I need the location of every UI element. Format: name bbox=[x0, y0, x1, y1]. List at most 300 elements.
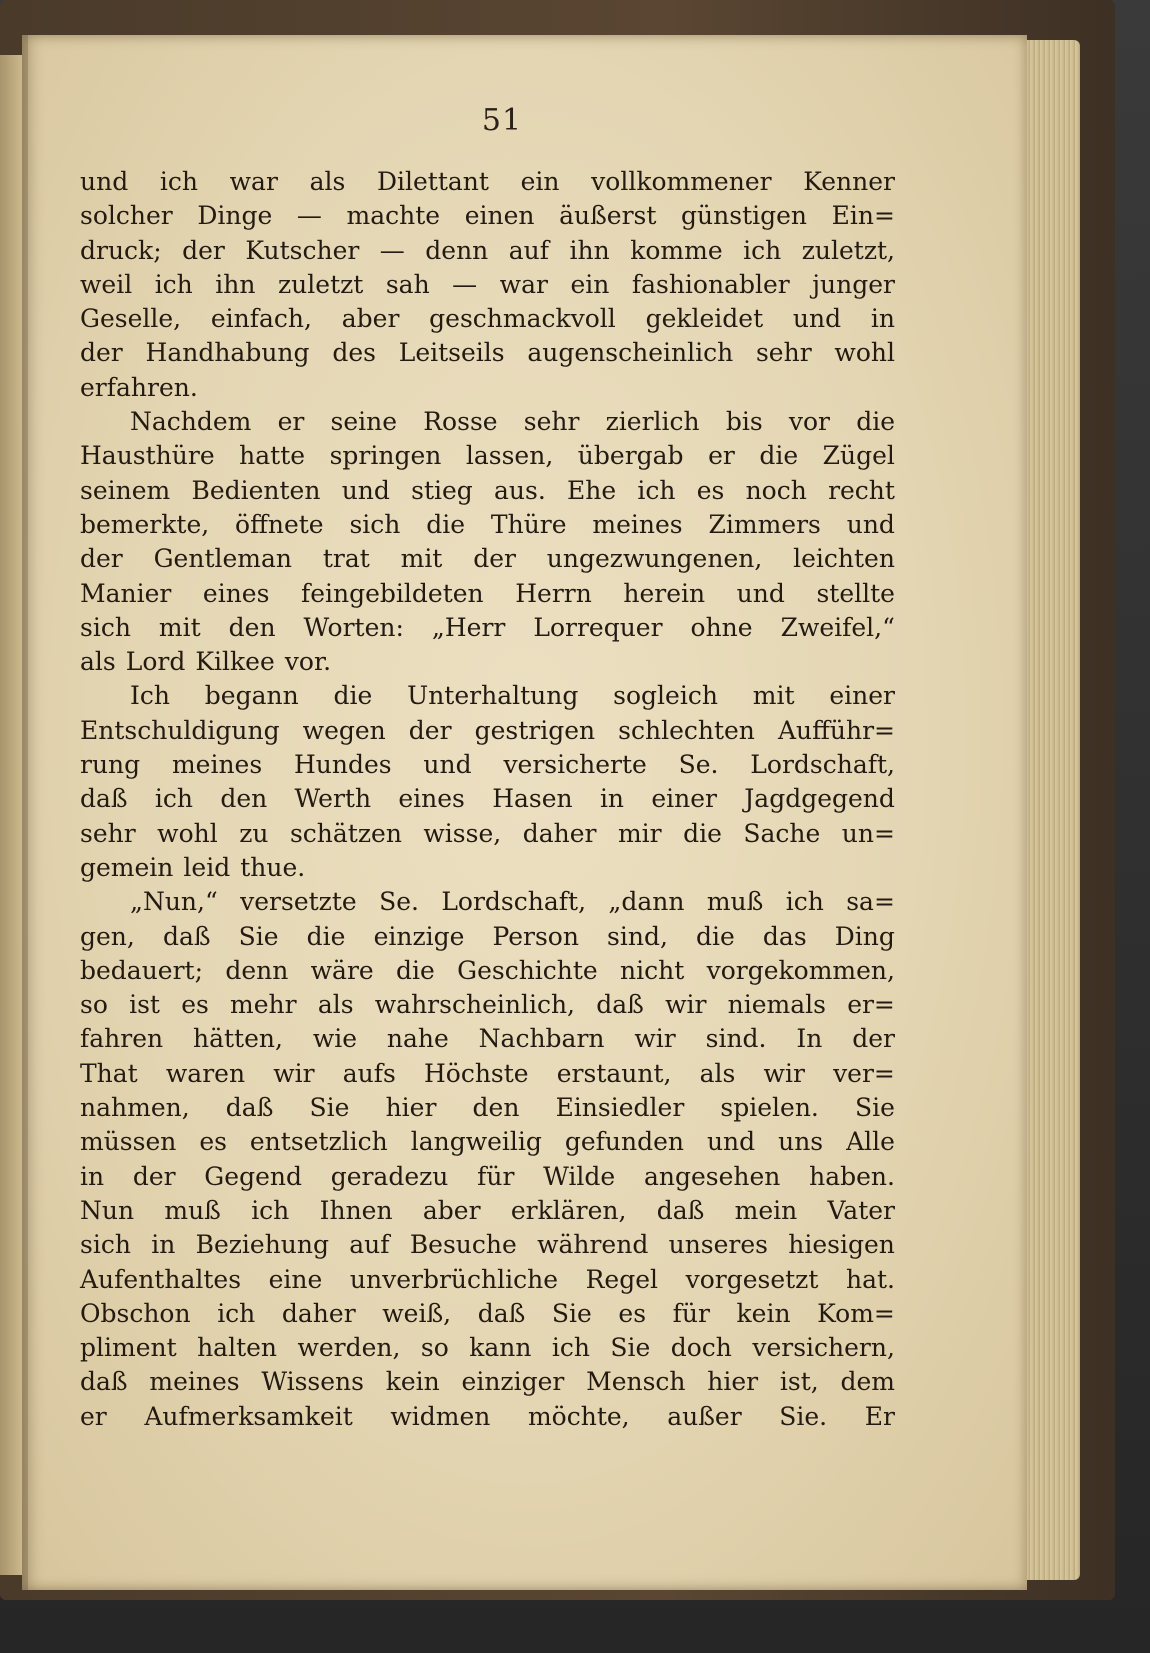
word: war bbox=[229, 167, 278, 196]
word: Hasen bbox=[492, 784, 573, 814]
text-line bbox=[80, 371, 895, 405]
word: der bbox=[852, 1024, 895, 1054]
word: Nun bbox=[80, 1195, 135, 1225]
word: ich bbox=[743, 235, 782, 265]
word: angesehen bbox=[643, 1161, 781, 1191]
word: Jagdgegend bbox=[744, 784, 895, 814]
word: aufs bbox=[342, 1058, 396, 1088]
word: in bbox=[599, 784, 625, 814]
word: seinem bbox=[80, 475, 171, 505]
word: Ding bbox=[834, 921, 895, 951]
word: versicherte bbox=[503, 750, 647, 780]
word: wahrscheinlich, bbox=[374, 990, 576, 1020]
word: die bbox=[683, 818, 722, 848]
word: er bbox=[80, 1401, 107, 1431]
text-line bbox=[80, 679, 895, 713]
word: Geschichte bbox=[457, 955, 598, 985]
word: mit bbox=[752, 681, 795, 711]
word: das bbox=[762, 921, 807, 951]
word: bemerkte, bbox=[80, 509, 210, 539]
word: rung bbox=[80, 750, 141, 780]
word: schätzen bbox=[289, 818, 402, 848]
book-page bbox=[22, 35, 1027, 1590]
word: hat. bbox=[845, 1264, 895, 1294]
word: er= bbox=[847, 990, 895, 1020]
word: wir bbox=[763, 1058, 805, 1088]
word: begann bbox=[204, 681, 299, 711]
word: geradezu bbox=[330, 1161, 449, 1191]
word: Gentleman bbox=[153, 544, 292, 574]
word: des bbox=[332, 338, 376, 368]
word: ver= bbox=[833, 1058, 895, 1088]
word: mir bbox=[617, 818, 662, 848]
word: herein bbox=[623, 578, 706, 608]
word: druck; bbox=[80, 235, 162, 265]
word: der bbox=[473, 544, 516, 574]
word: daher bbox=[281, 1298, 356, 1328]
text-line bbox=[80, 542, 895, 576]
word: dem bbox=[840, 1367, 895, 1397]
word: als bbox=[309, 167, 346, 196]
text-line bbox=[80, 1228, 895, 1262]
word: außer bbox=[667, 1401, 742, 1431]
text-line bbox=[80, 405, 895, 439]
word: Zweifel,“ bbox=[780, 612, 895, 642]
word: versichern, bbox=[752, 1333, 895, 1363]
word: einer bbox=[651, 784, 717, 814]
word: wir bbox=[634, 1024, 676, 1054]
word: Aufmerksamkeit bbox=[144, 1401, 353, 1431]
word: Ein= bbox=[831, 201, 895, 231]
previous-page-edge bbox=[0, 55, 22, 1575]
word: nahe bbox=[386, 1024, 449, 1054]
word: den bbox=[220, 784, 268, 814]
word: wohl bbox=[834, 338, 895, 368]
word: haben. bbox=[809, 1161, 895, 1191]
word: so bbox=[80, 990, 108, 1020]
word: Lordschaft, bbox=[750, 750, 895, 780]
word: Ehe bbox=[567, 475, 617, 505]
word: die bbox=[396, 955, 435, 985]
word: sich bbox=[349, 509, 401, 539]
word: Besuche bbox=[409, 1230, 517, 1260]
word: „Herr bbox=[431, 612, 506, 642]
word: machte bbox=[346, 201, 441, 231]
word: ich bbox=[154, 784, 194, 814]
word: Handhabung bbox=[145, 338, 310, 368]
word: gefunden bbox=[564, 1127, 684, 1157]
word: That bbox=[80, 1058, 138, 1088]
word: mehr bbox=[230, 990, 297, 1020]
word: hier bbox=[385, 1093, 437, 1123]
text-line bbox=[80, 1331, 895, 1365]
word: leid bbox=[183, 852, 231, 882]
word: einen bbox=[464, 201, 535, 231]
word: sehr bbox=[80, 818, 136, 848]
text-line bbox=[80, 611, 895, 645]
word: so bbox=[420, 1333, 449, 1363]
word: Aufenthaltes bbox=[80, 1264, 242, 1294]
word: Gegend bbox=[204, 1161, 302, 1191]
word: hätten, bbox=[192, 1024, 283, 1054]
text-line bbox=[80, 1057, 895, 1091]
word: wie bbox=[312, 1024, 358, 1054]
word: und bbox=[341, 475, 390, 505]
word: geschmackvoll bbox=[429, 304, 616, 334]
word: unverbrüchliche bbox=[349, 1264, 558, 1294]
word: Aufführ= bbox=[777, 715, 895, 745]
word: auf bbox=[349, 1230, 390, 1260]
word: hiesigen bbox=[788, 1230, 895, 1260]
word: leichten bbox=[793, 544, 895, 574]
page-body-text bbox=[80, 165, 895, 1434]
word: war bbox=[499, 269, 548, 299]
text-line bbox=[80, 234, 895, 268]
word: springen bbox=[329, 441, 442, 471]
word: der bbox=[132, 1161, 176, 1191]
word: und bbox=[706, 1127, 756, 1157]
word: fashionabler bbox=[631, 269, 790, 299]
word: widmen bbox=[390, 1401, 491, 1431]
word: spielen. bbox=[720, 1093, 819, 1123]
word: doch bbox=[670, 1333, 732, 1363]
word: Mensch bbox=[586, 1367, 686, 1397]
word: Ihnen bbox=[319, 1195, 393, 1225]
word: Zimmers bbox=[708, 509, 821, 539]
word: einzige bbox=[373, 921, 465, 951]
word: Dinge bbox=[197, 201, 273, 231]
word: Kom= bbox=[817, 1298, 895, 1328]
word: in bbox=[80, 1161, 105, 1191]
word: ich bbox=[251, 1195, 290, 1225]
word: übergab bbox=[577, 441, 684, 471]
text-line bbox=[80, 199, 895, 233]
word: es bbox=[696, 475, 725, 505]
word: vor. bbox=[284, 647, 332, 677]
text-line bbox=[80, 817, 895, 851]
word: Kutscher bbox=[245, 235, 360, 265]
word: thue. bbox=[240, 852, 306, 882]
word: der bbox=[80, 544, 123, 574]
word: Sie bbox=[855, 1093, 895, 1123]
word: hier bbox=[707, 1367, 759, 1397]
word: zuletzt, bbox=[801, 235, 895, 265]
text-line bbox=[80, 1297, 895, 1331]
word: zu bbox=[239, 818, 269, 848]
word: weil bbox=[80, 269, 133, 299]
word: Se. bbox=[678, 750, 719, 780]
word: ungezwungenen, bbox=[546, 544, 763, 574]
word: mit bbox=[400, 544, 443, 574]
word: „Nun,“ bbox=[130, 887, 218, 917]
word: langweilig bbox=[410, 1127, 542, 1157]
word: daß bbox=[596, 990, 644, 1020]
word: kein bbox=[385, 1367, 440, 1397]
word: kann bbox=[469, 1333, 532, 1363]
word: einziger bbox=[461, 1367, 565, 1397]
word: mein bbox=[734, 1195, 798, 1225]
word: die bbox=[426, 509, 466, 539]
word: öffnete bbox=[235, 509, 324, 539]
word: gen, bbox=[80, 921, 135, 951]
word: Geselle, bbox=[80, 304, 182, 334]
word: der bbox=[182, 235, 225, 265]
text-line bbox=[80, 714, 895, 748]
word: bedauert; bbox=[80, 955, 204, 985]
text-line bbox=[80, 988, 895, 1022]
word: Lorrequer bbox=[533, 612, 663, 642]
word: die bbox=[306, 921, 346, 951]
word: Sie bbox=[309, 1093, 350, 1123]
word: sind, bbox=[607, 921, 668, 951]
word: die bbox=[696, 921, 735, 951]
word: daß bbox=[80, 1367, 128, 1397]
word: muß bbox=[164, 1195, 221, 1225]
word: fahren bbox=[80, 1024, 164, 1054]
word: muß bbox=[706, 887, 764, 917]
text-line bbox=[80, 748, 895, 782]
text-line bbox=[80, 1091, 895, 1125]
word: Ich bbox=[130, 681, 170, 711]
word: „dann bbox=[608, 887, 685, 917]
word: sehr bbox=[755, 338, 812, 368]
word: un= bbox=[841, 818, 895, 848]
word: pliment bbox=[80, 1333, 177, 1363]
word: denn bbox=[425, 235, 489, 265]
word: sogleich bbox=[613, 681, 718, 711]
word: kein bbox=[736, 1298, 791, 1328]
word: daher bbox=[522, 818, 597, 848]
word: aber bbox=[341, 304, 400, 334]
word: sich bbox=[80, 612, 131, 642]
word: Sache bbox=[743, 818, 821, 848]
word: feingebildeten bbox=[300, 578, 484, 608]
word: Thüre bbox=[490, 509, 567, 539]
word: und bbox=[80, 167, 129, 196]
word: müssen bbox=[80, 1127, 177, 1157]
word: hatte bbox=[239, 441, 306, 471]
word: er bbox=[708, 441, 735, 471]
word: Nachdem bbox=[130, 407, 252, 437]
word: wäre bbox=[310, 955, 374, 985]
text-line bbox=[80, 1125, 895, 1159]
word: und bbox=[423, 750, 472, 780]
word: komme bbox=[630, 235, 723, 265]
word: — bbox=[452, 269, 478, 299]
word: und bbox=[736, 578, 785, 608]
word: recht bbox=[828, 475, 895, 505]
word: versetzte bbox=[240, 887, 357, 917]
word: stellte bbox=[816, 578, 895, 608]
word: Wissens bbox=[261, 1367, 364, 1397]
word: wegen bbox=[302, 715, 386, 745]
word: er bbox=[277, 407, 305, 437]
word: Lordschaft, bbox=[441, 887, 587, 917]
text-line bbox=[80, 1160, 895, 1194]
word: denn bbox=[225, 955, 289, 985]
text-line bbox=[80, 302, 895, 336]
word: ich bbox=[551, 1333, 590, 1363]
word: es bbox=[181, 990, 209, 1020]
word: Wilde bbox=[543, 1161, 616, 1191]
word: Regel bbox=[585, 1264, 658, 1294]
word: augenscheinlich bbox=[527, 338, 734, 368]
word: halten bbox=[197, 1333, 278, 1363]
word: sehr bbox=[523, 407, 580, 437]
word: Rosse bbox=[423, 407, 498, 437]
word: den bbox=[228, 612, 276, 642]
word: sich bbox=[80, 1230, 131, 1260]
word: Hundes bbox=[293, 750, 392, 780]
word: den bbox=[472, 1093, 520, 1123]
word: werden, bbox=[297, 1333, 401, 1363]
text-line bbox=[80, 1263, 895, 1297]
word: daß bbox=[225, 1093, 274, 1123]
word: während bbox=[537, 1230, 649, 1260]
word: aus. bbox=[494, 475, 546, 505]
word: vorgesetzt bbox=[685, 1264, 819, 1294]
word: Alle bbox=[846, 1127, 895, 1157]
text-line bbox=[80, 851, 895, 885]
word: Werth bbox=[294, 784, 372, 814]
word: gekleidet bbox=[645, 304, 764, 334]
word: nicht bbox=[620, 955, 685, 985]
word: nahmen, bbox=[80, 1093, 190, 1123]
word: einer bbox=[829, 681, 895, 711]
word: zierlich bbox=[605, 407, 700, 437]
text-line bbox=[80, 268, 895, 302]
word: entsetzlich bbox=[249, 1127, 388, 1157]
word: eine bbox=[268, 1264, 323, 1294]
word: unseres bbox=[668, 1230, 769, 1260]
word: daß bbox=[477, 1298, 526, 1328]
word: Obschon bbox=[80, 1298, 191, 1328]
word: lassen, bbox=[465, 441, 554, 471]
word: schlechten bbox=[618, 715, 755, 745]
word: wisse, bbox=[423, 818, 502, 848]
word: sind. bbox=[705, 1024, 767, 1054]
word: vorgekommen, bbox=[706, 955, 895, 985]
word: Bedienten bbox=[191, 475, 321, 505]
word: eines bbox=[398, 784, 465, 814]
word: ein bbox=[570, 269, 610, 299]
word: Kenner bbox=[803, 167, 895, 196]
word: möchte, bbox=[527, 1401, 630, 1431]
word: die bbox=[856, 407, 895, 437]
word: ohne bbox=[690, 612, 753, 642]
word: daß bbox=[80, 784, 128, 814]
word: eines bbox=[202, 578, 270, 608]
text-line bbox=[80, 165, 895, 199]
word: ich bbox=[637, 475, 676, 505]
text-line bbox=[80, 782, 895, 816]
word: ist, bbox=[779, 1367, 819, 1397]
word: ein bbox=[520, 167, 560, 196]
word: sah bbox=[385, 269, 430, 299]
word: erfahren. bbox=[80, 372, 198, 402]
word: sa= bbox=[846, 887, 895, 917]
text-line bbox=[80, 954, 895, 988]
word: Kilkee bbox=[195, 647, 275, 677]
word: Sie bbox=[551, 1298, 592, 1328]
word: Se. bbox=[379, 887, 419, 917]
text-line bbox=[80, 508, 895, 542]
word: — bbox=[296, 201, 322, 231]
word: weiß, bbox=[382, 1298, 452, 1328]
word: In bbox=[796, 1024, 823, 1054]
text-line bbox=[80, 577, 895, 611]
text-line bbox=[80, 439, 895, 473]
word: und bbox=[846, 509, 895, 539]
word: Vater bbox=[827, 1195, 895, 1225]
text-line bbox=[80, 1022, 895, 1056]
text-line bbox=[80, 336, 895, 370]
word: für bbox=[477, 1161, 515, 1191]
word: Unterhaltung bbox=[407, 681, 579, 711]
word: niemals bbox=[727, 990, 826, 1020]
word: daß bbox=[656, 1195, 705, 1225]
word: Beziehung bbox=[195, 1230, 330, 1260]
word: günstigen bbox=[681, 201, 808, 231]
word: erklären, bbox=[510, 1195, 627, 1225]
word: aber bbox=[422, 1195, 481, 1225]
gutter-shadow bbox=[22, 35, 28, 1590]
word: in bbox=[870, 304, 895, 334]
word: ist bbox=[129, 990, 160, 1020]
word: seine bbox=[330, 407, 398, 437]
page-number: 51 bbox=[481, 103, 523, 138]
word: stieg bbox=[411, 475, 473, 505]
word: vor bbox=[788, 407, 831, 437]
word: Einsiedler bbox=[555, 1093, 685, 1123]
word: es bbox=[199, 1127, 227, 1157]
word: Höchste bbox=[423, 1058, 529, 1088]
word: Sie. bbox=[779, 1401, 828, 1431]
word: vollkommener bbox=[591, 167, 772, 196]
word: einfach, bbox=[210, 304, 312, 334]
word: wohl bbox=[157, 818, 218, 848]
word: solcher bbox=[80, 201, 173, 231]
word: als bbox=[317, 990, 354, 1020]
word: gestrigen bbox=[474, 715, 596, 745]
word: ich bbox=[785, 887, 824, 917]
word: noch bbox=[745, 475, 807, 505]
word: gemein bbox=[80, 852, 174, 882]
text-line bbox=[80, 920, 895, 954]
word: Hausthüre bbox=[80, 441, 215, 471]
word: meines bbox=[149, 1367, 240, 1397]
word: ich bbox=[159, 167, 198, 196]
word: Er bbox=[864, 1401, 895, 1431]
word: meines bbox=[171, 750, 263, 780]
word: — bbox=[379, 235, 405, 265]
word: die bbox=[333, 681, 373, 711]
word: Sie bbox=[610, 1333, 651, 1363]
word: Lord bbox=[125, 647, 186, 677]
text-line bbox=[80, 1194, 895, 1228]
text-line bbox=[80, 1365, 895, 1399]
word: ich bbox=[217, 1298, 256, 1328]
word: zuletzt bbox=[278, 269, 364, 299]
word: Herrn bbox=[515, 578, 592, 608]
word: erstaunt, bbox=[556, 1058, 672, 1088]
word: und bbox=[792, 304, 842, 334]
word: wir bbox=[273, 1058, 315, 1088]
word: Entschuldigung bbox=[80, 715, 280, 745]
word: auf bbox=[508, 235, 550, 265]
text-line bbox=[80, 885, 895, 919]
text-line bbox=[80, 645, 895, 679]
